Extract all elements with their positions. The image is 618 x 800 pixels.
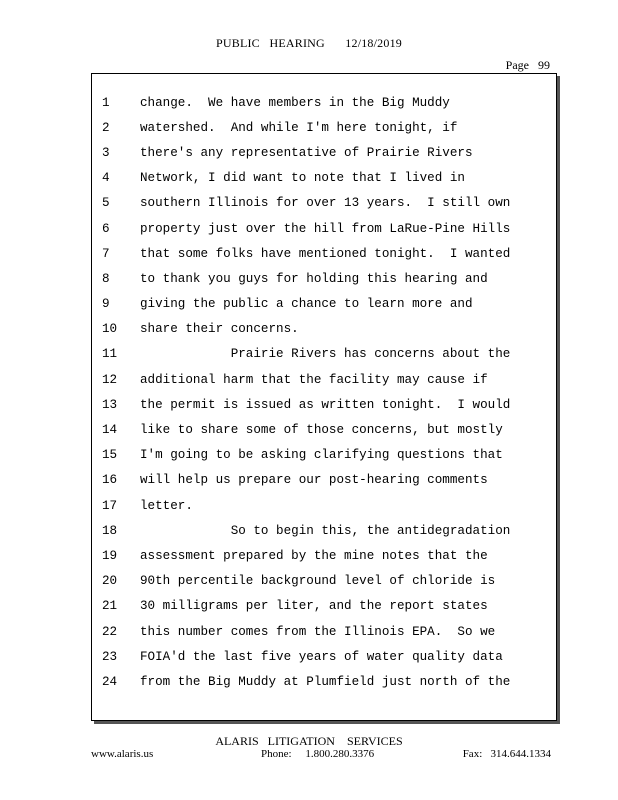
- line-number: 7: [102, 246, 110, 261]
- fax-value: 314.644.1334: [490, 748, 551, 760]
- line-number: 24: [102, 674, 118, 689]
- footer-website[interactable]: www.alaris.us: [91, 748, 154, 760]
- phone-label: Phone:: [261, 748, 292, 760]
- line-text: to thank you guys for holding this hearing and: [140, 271, 488, 286]
- line-text: property just over the hill from LaRue-Pine Hills: [140, 221, 511, 236]
- document-header: [0, 36, 618, 51]
- footer-phone: [261, 748, 374, 760]
- line-text: 30 milligrams per liter, and the report states: [140, 599, 488, 614]
- line-text: this number comes from the Illinois EPA. So we: [140, 624, 496, 639]
- transcript-line: [92, 644, 556, 669]
- line-number: 3: [102, 145, 110, 160]
- line-number: 4: [102, 171, 110, 186]
- transcript-line: [92, 166, 556, 191]
- page-number-value: 99: [538, 58, 550, 72]
- line-number: 9: [102, 297, 110, 312]
- line-text: 90th percentile background level of chloride is: [140, 574, 496, 589]
- transcript-line: [92, 191, 556, 216]
- line-text: additional harm that the facility may cause if: [140, 372, 488, 387]
- line-number: 22: [102, 624, 118, 639]
- transcript-line: [92, 443, 556, 468]
- line-text: like to share some of those concerns, but mostly: [140, 423, 503, 438]
- line-number: 19: [102, 548, 118, 563]
- transcript-line: [92, 292, 556, 317]
- line-text: letter.: [140, 498, 193, 513]
- hearing-title: PUBLIC HEARING: [216, 36, 325, 50]
- transcript-line: [92, 594, 556, 619]
- footer-fax: [463, 748, 551, 760]
- fax-label: Fax:: [462, 748, 483, 760]
- hearing-date: 12/18/2019: [345, 36, 402, 50]
- line-number: 10: [102, 322, 118, 337]
- transcript-line: [92, 619, 556, 644]
- transcript-lines: [92, 90, 556, 695]
- line-number: 8: [102, 271, 110, 286]
- line-text: share their concerns.: [140, 322, 299, 337]
- transcript-line: [92, 342, 556, 367]
- transcript-line: [92, 216, 556, 241]
- line-text: Network, I did want to note that I lived in: [140, 171, 465, 186]
- line-text: change. We have members in the Big Muddy: [140, 95, 450, 110]
- line-number: 18: [102, 523, 118, 538]
- transcript-line: [92, 417, 556, 442]
- phone-value: 1.800.280.3376: [305, 748, 375, 760]
- line-text: watershed. And while I'm here tonight, if: [140, 120, 458, 135]
- line-text: that some folks have mentioned tonight. I wanted: [140, 246, 511, 261]
- footer-company: ALARIS LITIGATION SERVICES: [215, 734, 403, 748]
- line-text: there's any representative of Prairie Rivers: [140, 145, 473, 160]
- transcript-line: [92, 367, 556, 392]
- page-label: Page: [505, 58, 529, 72]
- transcript-line: [92, 90, 556, 115]
- transcript-box: [91, 73, 557, 721]
- transcript-line: [92, 115, 556, 140]
- line-number: 13: [102, 397, 118, 412]
- line-number: 1: [102, 95, 110, 110]
- line-number: 14: [102, 423, 118, 438]
- line-number: 21: [102, 599, 118, 614]
- transcript-line: [92, 543, 556, 568]
- footer: [91, 748, 551, 764]
- transcript-line: [92, 669, 556, 694]
- line-text: the permit is issued as written tonight. I would: [140, 397, 511, 412]
- line-number: 15: [102, 448, 118, 463]
- transcript-line: [92, 266, 556, 291]
- line-text: southern Illinois for over 13 years. I still own: [140, 196, 511, 211]
- page-number: [506, 58, 550, 73]
- line-text: So to begin this, the antidegradation: [140, 523, 511, 538]
- line-number: 16: [102, 473, 118, 488]
- line-text: FOIA'd the last five years of water quality data: [140, 649, 503, 664]
- line-number: 17: [102, 498, 118, 513]
- transcript-line: [92, 392, 556, 417]
- line-text: giving the public a chance to learn more and: [140, 297, 473, 312]
- line-number: 23: [102, 649, 118, 664]
- line-number: 12: [102, 372, 118, 387]
- line-text: from the Big Muddy at Plumfield just north of the: [140, 674, 511, 689]
- transcript-line: [92, 241, 556, 266]
- line-number: 6: [102, 221, 110, 236]
- transcript-line: [92, 317, 556, 342]
- line-text: will help us prepare our post-hearing comments: [140, 473, 488, 488]
- transcript-line: [92, 569, 556, 594]
- line-number: 5: [102, 196, 110, 211]
- transcript-line: [92, 518, 556, 543]
- transcript-line: [92, 468, 556, 493]
- transcript-line: [92, 140, 556, 165]
- line-number: 11: [102, 347, 118, 362]
- line-text: Prairie Rivers has concerns about the: [140, 347, 511, 362]
- line-text: I'm going to be asking clarifying questions that: [140, 448, 503, 463]
- line-text: assessment prepared by the mine notes that the: [140, 548, 488, 563]
- line-number: 2: [102, 120, 110, 135]
- transcript-line: [92, 493, 556, 518]
- line-number: 20: [102, 574, 118, 589]
